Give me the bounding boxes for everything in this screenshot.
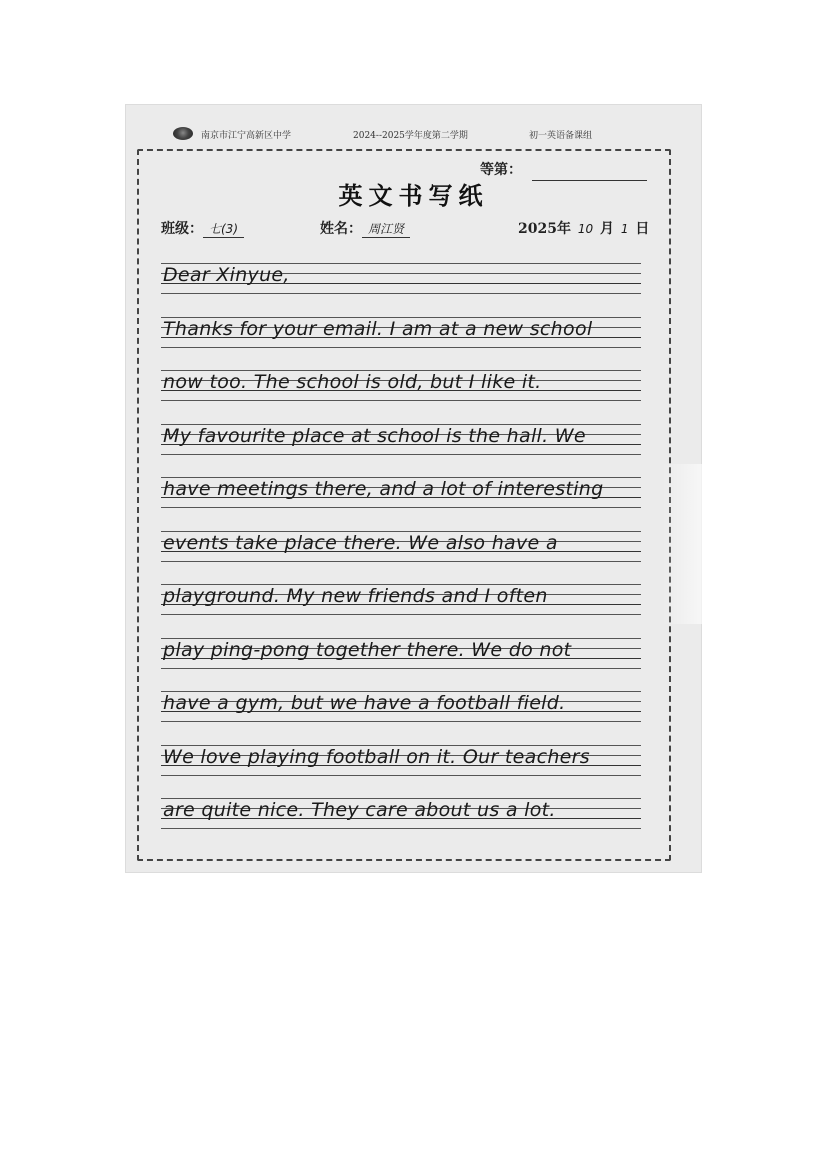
date-field <box>518 218 649 238</box>
letter-line: have a gym, but we have a football field. <box>163 692 566 714</box>
ruled-line <box>161 794 641 848</box>
class-value: 七(3) <box>203 220 244 238</box>
letter-line: now too. The school is old, but I like it. <box>163 371 542 393</box>
letter-line: My favourite place at school is the hall. We <box>163 424 586 447</box>
writing-area <box>161 259 641 848</box>
letter-line: events take place there. We also have a <box>163 531 558 554</box>
ruled-line <box>161 741 641 795</box>
date-day-value: 1 <box>620 222 629 236</box>
letter-line: have meetings there, and a lot of interesting <box>163 478 604 500</box>
school-name: 南京市江宁高新区中学 <box>201 131 292 141</box>
page-title: 英文书写纸 <box>338 181 489 210</box>
worksheet-photo <box>125 104 702 873</box>
letter-line: We love playing football on it. Our teachers <box>163 745 590 768</box>
letter-line: are quite nice. They care about us a lot. <box>163 799 556 821</box>
date-month-label: 月 <box>600 221 614 237</box>
prep-group-label: 初一英语备课组 <box>529 131 593 141</box>
letter-line: Dear Xinyue, <box>163 264 290 286</box>
ruled-line <box>161 259 641 313</box>
grade-label: 等第： <box>480 162 522 178</box>
ruled-line <box>161 634 641 688</box>
term-label: 2024--2025学年度第二学期 <box>353 131 468 141</box>
ruled-line <box>161 527 641 581</box>
class-field <box>161 218 244 238</box>
ruled-line <box>161 687 641 741</box>
class-label: 班级： <box>161 221 203 237</box>
ruled-line <box>161 313 641 367</box>
worksheet-header <box>173 126 693 146</box>
name-field <box>320 218 410 238</box>
school-logo-icon <box>173 127 193 140</box>
date-month-value: 10 <box>577 222 594 236</box>
letter-line: Thanks for your email. I am at a new school <box>163 317 593 340</box>
ruled-line <box>161 580 641 634</box>
letter-line: play ping-pong together there. We do not <box>163 638 572 661</box>
date-year: 2025年 <box>518 221 571 237</box>
name-value: 周江贤 <box>362 220 410 238</box>
ruled-line <box>161 366 641 420</box>
date-day-label: 日 <box>635 221 650 237</box>
letter-line: playground. My new friends and I often <box>163 585 548 607</box>
ruled-line <box>161 420 641 474</box>
name-label: 姓名： <box>320 221 362 237</box>
ruled-line <box>161 473 641 527</box>
